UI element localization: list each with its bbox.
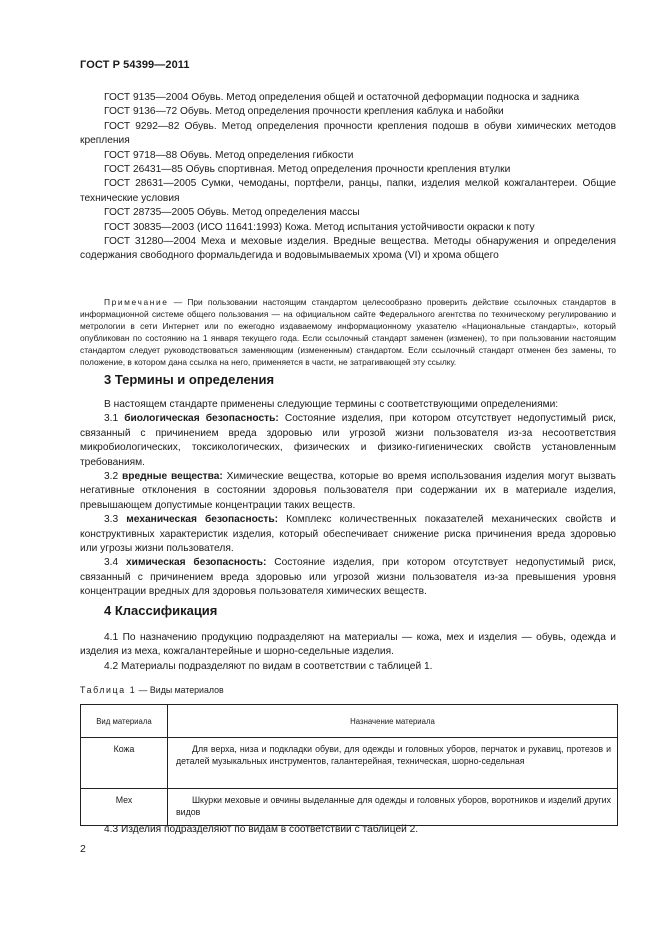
section-4-body [80,631,616,674]
material-name: Мех [81,789,168,826]
table-caption-text: — Виды материалов [136,685,224,695]
reference-item: ГОСТ 9292—82 Обувь. Метод определения прочности крепления подошв в обуви химических методов крепления [80,120,616,147]
material-purpose [168,738,618,789]
term-text: Состояние изделия, при котором отсутствует недопустимый риск, связанный с причинением вреда здоровью или угрозой жизни пользователя из-за несоответствия микробиологических, токсикологических, физических и физико-гигиенических свойств установленным требованиям. [80,413,616,468]
term-name: вредные вещества: [122,471,223,483]
material-purpose-text: Шкурки меховые и овчины выделанные для одежды и головных уборов, воротников и изделий других видов [176,795,611,817]
term-name: биологическая безопасность: [124,413,279,425]
section-3-body [80,398,616,600]
section-3-intro: В настоящем стандарте применены следующие термины с соответствующими определениями: [104,399,559,410]
term-number: 3.2 [104,471,119,483]
term-number: 3.4 [104,557,119,569]
column-header: Назначение материала [168,705,618,738]
reference-item: ГОСТ 9136—72 Обувь. Метод определения прочности крепления каблука и набойки [104,106,504,118]
term-definition [80,513,616,556]
term-text: Комплекс количественных показателей механических свойств и конструктивных характеристик изделия, который обеспечивает снижение риска причинения вреда здоровью или угрозы жизни пользователя. [80,514,616,555]
material-name: Кожа [81,738,168,789]
page-number: 2 [80,843,86,855]
term-definition [80,470,616,513]
section-4-3 [80,823,616,837]
term-number: 3.1 [104,413,119,425]
reference-item: ГОСТ 31280—2004 Меха и меховые изделия. Вредные вещества. Методы обнаружения и определения содержания свободного формальдегида и водовымываемых хрома (VI) и хрома общего [80,236,616,262]
note-label: Примечание [104,297,169,307]
note-text: — При пользовании настоящим стандартом целесообразно проверить действие ссылочных стандартов в информационной системе общего пользования — на официальном сайте Федерального агентства по техническому регулированию и метрологии в сети Интернет или по ежегодно издаваемому информационному указателю «Национальные стандарты», который опубликован по состоянию на 1 января текущего года. Если ссылочный стандарт заменен (изменен), то при пользовании настоящим стандартом следует руководствоваться заменяющим (измененным) стандартом. Если ссылочный стандарт отменен без замены, то положение, в котором дана ссылка на него, применяется в части, не затрагивающей эту ссылку. [80,297,616,367]
table-row [81,738,618,789]
term-text: Состояние изделия, при котором отсутствует недопустимый риск, связанный с причинением вреда здоровью или угрозой жизни пользователя из-за превышения уровня концентрации вредных для здоровья пользователя химических веществ. [80,557,616,598]
table-caption-label: Таблица 1 [80,685,137,695]
reference-item: ГОСТ 26431—85 Обувь спортивная. Метод определения прочности крепления втулки [104,164,511,176]
note-block [80,296,616,368]
paragraph-4-1: 4.1 По назначению продукцию подразделяют на материалы — кожа, мех и изделия — обувь, одежда и изделия из меха, кожгалантерейные и шорно-седельные изделия. [80,632,616,658]
column-header: Вид материала [81,705,168,738]
materials-table [80,704,618,826]
term-name: химическая безопасность: [126,557,267,569]
material-purpose-text: Для верха, низа и подкладки обуви, для одежды и головных уборов, перчаток и рукавиц, протезов и деталей музыкальных инструментов, галантерейная, техническая, шорно-седельная [176,744,611,766]
reference-item: ГОСТ 9135—2004 Обувь. Метод определения общей и остаточной деформации подноска и задника [104,92,580,103]
reference-item: ГОСТ 30835—2003 (ИСО 11641:1993) Кожа. Метод испытания устойчивости окраски к поту [104,221,535,233]
section-4-title: 4 Классификация [104,603,218,618]
term-number: 3.3 [104,514,119,526]
note-paragraph [80,296,616,368]
term-name: механическая безопасность: [126,514,279,526]
reference-item: ГОСТ 28631—2005 Сумки, чемоданы, портфели, ранцы, папки, изделия мелкой кожгалантереи. Общие технические условия [80,178,616,204]
material-purpose [168,789,618,826]
term-text: Химические вещества, которые во время использования изделия могут вызвать негативные отклонения в состоянии здоровья пользователя при содержании их в материале изделия, превышающем допустимые концентрации таких веществ. [80,471,616,511]
paragraph-4-3: 4.3 Изделия подразделяют по видам в соответствии с таблицей 2. [104,824,419,835]
document-header: ГОСТ Р 54399—2011 [80,59,190,71]
table-header-row [81,705,618,738]
section-3-title: 3 Термины и определения [104,372,275,387]
normative-references-list [80,91,616,264]
table-row [81,789,618,826]
paragraph-4-2: 4.2 Материалы подразделяют по видам в соответствии с таблицей 1. [104,660,433,672]
reference-item: ГОСТ 28735—2005 Обувь. Метод определения массы [104,207,360,219]
term-definition [80,556,616,599]
term-definition [80,412,616,470]
reference-item: ГОСТ 9718—88 Обувь. Метод определения гибкости [104,149,354,161]
table-caption [80,685,224,695]
